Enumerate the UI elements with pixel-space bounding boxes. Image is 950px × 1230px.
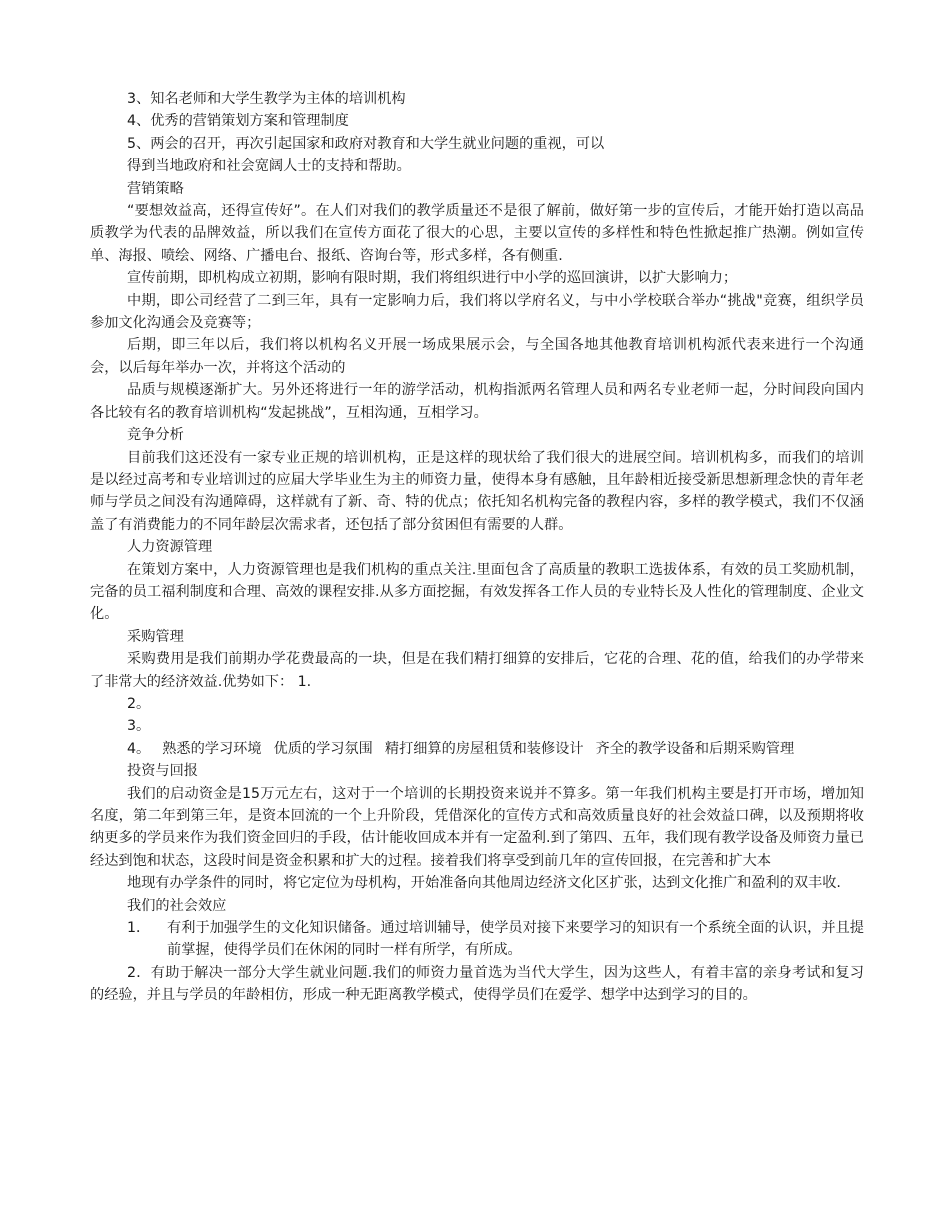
purchase-paragraph: 采购费用是我们前期办学花费最高的一块，但是在我们精打细算的安排后，它花的合理、花的值，给我们的办学带来了非常大的经济效益.优势如下： 1. bbox=[90, 651, 864, 690]
section-heading-investment: 投资与回报 bbox=[127, 763, 198, 780]
investment-paragraph-2: 地现有办学条件的同时，将它定位为母机构，开始准备向其他周边经济文化区扩张，达到文化推广和盈利的双丰收. bbox=[127, 875, 841, 892]
purchase-advantages-list bbox=[90, 738, 864, 760]
section-heading-social: 我们的社会效应 bbox=[127, 897, 227, 914]
advantage-item-4: 4、优秀的营销策划方案和管理制度 bbox=[127, 113, 349, 130]
purchase-advantage-item: 优质的学习氛围 bbox=[273, 740, 373, 757]
section-heading-purchase: 采购管理 bbox=[127, 628, 184, 645]
social-item-1-text: 有利于加强学生的文化知识储备。通过培训辅导，使学员对接下来要学习的知识有一个系统全面的认识，并且提前掌握，使得学员们在休闲的同时一样有所学，有所成。 bbox=[167, 920, 864, 959]
marketing-paragraph-2: 宣传前期，即机构成立初期，影响有限时期，我们将组织进行中小学的巡回演讲，以扩大影响力； bbox=[127, 270, 738, 287]
purchase-advantage-item: 熟悉的学习环境 bbox=[162, 740, 262, 757]
section-heading-competition: 竞争分析 bbox=[127, 427, 184, 444]
purchase-advantage-item: 精打细算的房屋租赁和装修设计 bbox=[384, 740, 584, 757]
social-item-2: 2．有助于解决一部分大学生就业问题.我们的师资力量首选为当代大学生，因为这些人，有着丰富的亲身考试和复习的经验，并且与学员的年龄相仿，形成一种无距离教学模式，使得学员们在爱学、想学中达到学习的目的。 bbox=[90, 964, 864, 1004]
advantage-item-5: 5、两会的召开，再次引起国家和政府对教育和大学生就业问题的重视，可以 bbox=[127, 135, 605, 152]
marketing-paragraph-5: 品质与规模逐渐扩大。另外还将进行一年的游学活动，机构指派两名管理人员和两名专业老师一起，分时间段向国内各比较有名的教育培训机构“发起挑战”，互相沟通，互相学习。 bbox=[90, 382, 864, 421]
social-item-1 bbox=[90, 917, 864, 962]
marketing-paragraph-3: 中期，即公司经营了二到三年，具有一定影响力后，我们将以学府名义，与中小学校联合举办“挑战"竞赛，组织学员参加文化沟通会及竞赛等； bbox=[90, 292, 864, 332]
advantage-item-5-continued: 得到当地政府和社会宽阔人士的支持和帮助。 bbox=[127, 158, 411, 175]
purchase-number-3: 3。 bbox=[127, 718, 151, 735]
section-heading-hr: 人力资源管理 bbox=[127, 539, 213, 556]
marketing-paragraph-1: “要想效益高，还得宣传好”。在人们对我们的教学质量还不是很了解前，做好第一步的宣传后，才能开始打造以高品质教学为代表的品牌效益，所以我们在宣传方面花了很大的心思，主要以宣传的多样性和特色性掀起推广热潮。例如宣传单、海报、喷绘、网络、广播电台、报纸、咨询台等，形式多样，各有侧重. bbox=[90, 203, 864, 264]
marketing-paragraph-4: 后期，即三年以后，我们将以机构名义开展一场成果展示会，与全国各地其他教育培训机构派代表来进行一个沟通会，以后每年举办一次，并将这个活动的 bbox=[90, 337, 864, 376]
purchase-number-4: 4。 bbox=[127, 740, 151, 757]
purchase-advantage-item: 齐全的教学设备和后期采购管理 bbox=[595, 740, 795, 757]
purchase-number-2: 2。 bbox=[127, 695, 151, 712]
hr-paragraph: 在策划方案中，人力资源管理也是我们机构的重点关注.里面包含了高质量的教职工选拔体系，有效的员工奖励机制，完备的员工福利制度和合理、高效的课程安排.从多方面挖掘，有效发挥各工作人员的专业特长及人性化的管理制度、企业文化。 bbox=[90, 561, 864, 623]
investment-paragraph-1: 我们的启动资金是15万元左右，这对于一个培训的长期投资来说并不算多。第一年我们机构主要是打开市场，增加知名度，第二年到第三年，是资本回流的一个上升阶段，凭借深化的宣传方式和高效质量良好的社会效益口碑，以及预期将收纳更多的学员来作为我们资金回归的手段，估计能收回成本并有一定盈利.到了第四、五年，我们现有教学设备及师资力量已经达到饱和状态，这段时间是资金积累和扩大的过程。接着我们将享受到前几年的宣传回报，在完善和扩大本 bbox=[90, 785, 864, 869]
social-item-1-number: 1． bbox=[127, 920, 151, 937]
advantage-item-3: 3、知名老师和大学生教学为主体的培训机构 bbox=[127, 91, 406, 107]
competition-paragraph: 目前我们这还没有一家专业正规的培训机构，正是这样的现状给了我们很大的进展空间。培训机构多，而我们的培训是以经过高考和专业培训过的应届大学毕业生为主的师资力量，使得本身有感触，且年龄相近接受新思想新理念快的青年老师与学员之间没有沟通障碍，这样就有了新、奇、特的优点；依托知名机构完备的教程内容，多样的教学模式，我们不仅涵盖了有消费能力的不同年龄层次需求者，还包括了部分贫困但有需要的人群。 bbox=[90, 449, 864, 533]
section-heading-marketing: 营销策略 bbox=[127, 180, 184, 197]
